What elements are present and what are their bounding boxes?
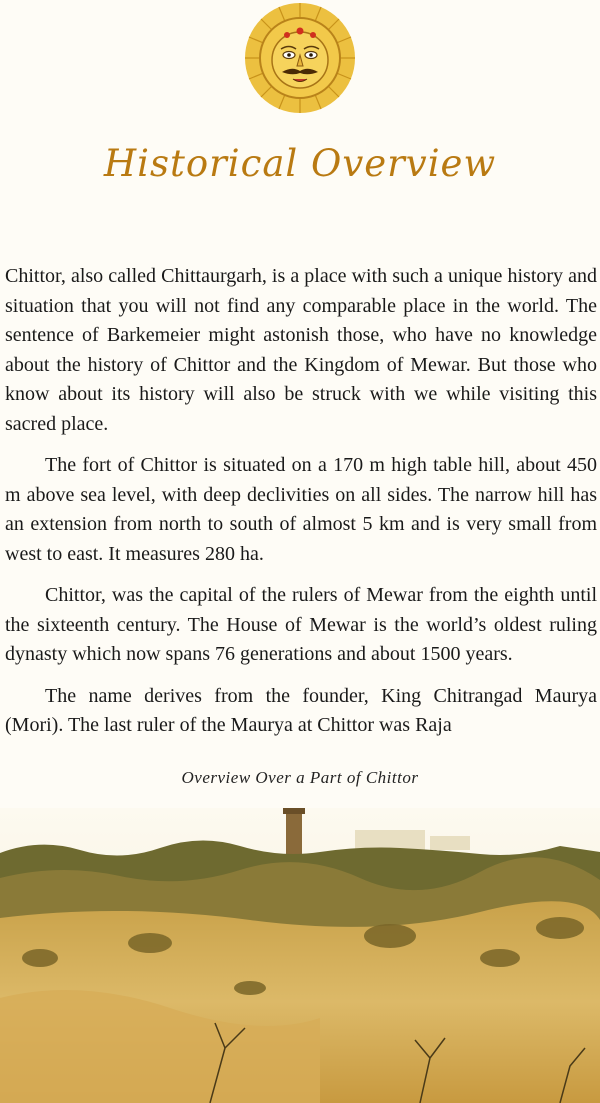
body-text [5,262,597,753]
sun-face-emblem-icon [242,0,358,116]
chittor-landscape-photo [0,808,600,1103]
photo-caption: Overview Over a Part of Chittor [181,768,419,787]
paragraph: The fort of Chittor is situated on a 170 m high table hill, about 450 m above sea level, with deep declivities on all sides. The narrow hill has an extension from north to south of almost 5 km and is very small from west to east. It measures 280 ha. [5,454,597,565]
paragraph: Chittor, was the capital of the rulers of Mewar from the eighth until the sixteenth century. The House of Mewar is the world’s oldest ruling dynasty which now spans 76 generations and about 1500 years. [5,584,597,665]
paragraph: Chittor, also called Chittaurgarh, is a place with such a unique history and situation that you will not find any comparable place in the world. The sentence of Barkemeier might astonish those, who have no knowledge about the history of Chittor and the Kingdom of Mewar. But those who know about its history will also be struck with we while visiting this sacred place. [5,265,597,435]
page-title: Historical Overview [103,142,497,185]
paragraph: The name derives from the founder, King Chitrangad Maurya (Mori). The last ruler of the Maurya at Chittor was Raja [5,684,597,736]
